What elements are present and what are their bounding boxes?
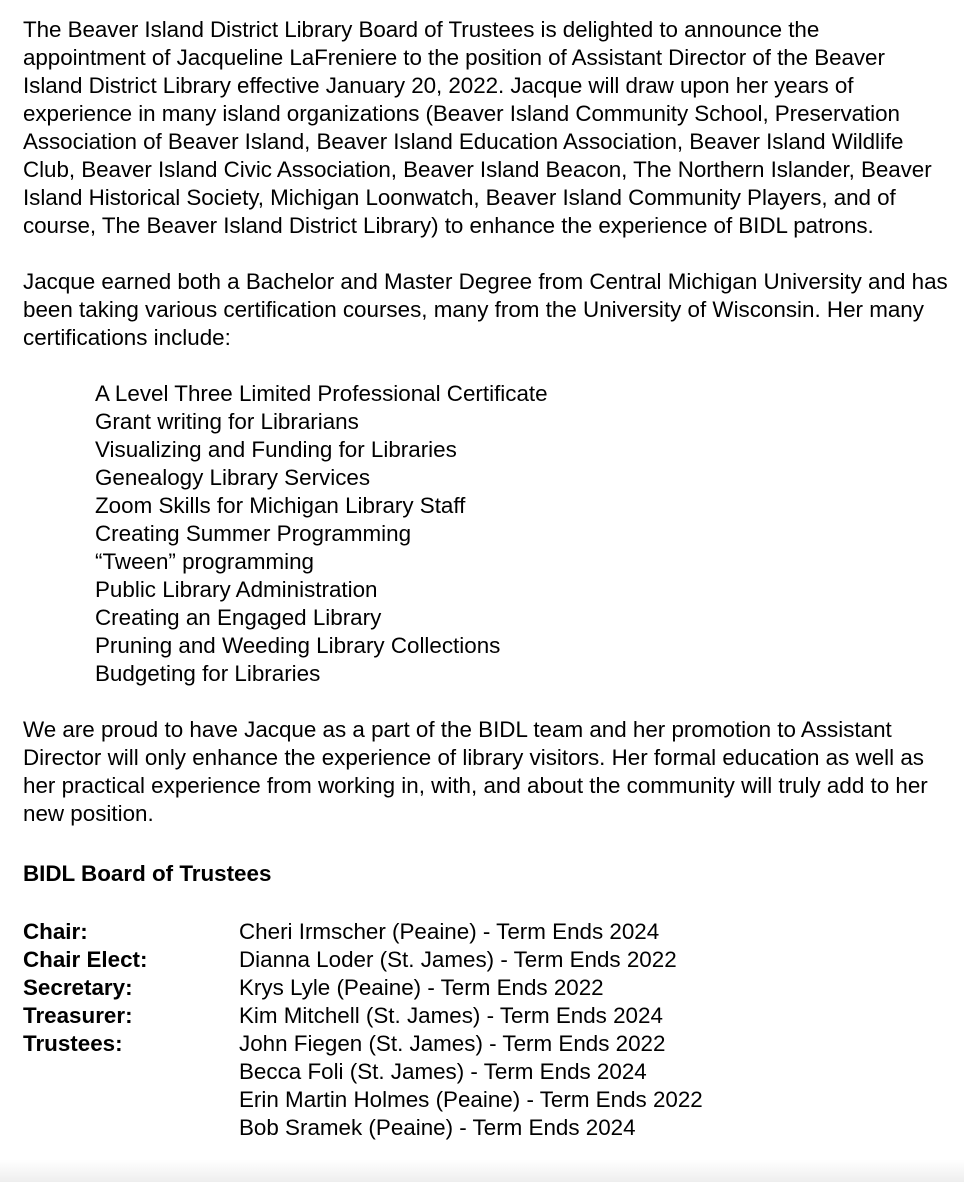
certification-item: Public Library Administration xyxy=(95,577,378,602)
certification-item: A Level Three Limited Professional Certificate xyxy=(95,381,548,406)
certification-item: Budgeting for Libraries xyxy=(95,661,321,686)
certification-item: Visualizing and Funding for Libraries xyxy=(95,437,457,462)
roster-role xyxy=(23,1114,239,1142)
roster-member: Bob Sramek (Peaine) - Term Ends 2024 xyxy=(239,1115,636,1140)
roster-role xyxy=(23,1086,239,1114)
roster-member: Cheri Irmscher (Peaine) - Term Ends 2024 xyxy=(239,919,660,944)
roster-row xyxy=(23,1058,948,1086)
roster-row xyxy=(23,1086,948,1114)
paragraph-spacer xyxy=(23,828,948,856)
roster-member: Becca Foli (St. James) - Term Ends 2024 xyxy=(239,1059,647,1084)
paragraph-spacer xyxy=(23,888,948,916)
roster-role: Chair: xyxy=(23,919,88,944)
certification-item: “Tween” programming xyxy=(95,549,315,574)
roster-member: Kim Mitchell (St. James) - Term Ends 2024 xyxy=(239,1003,663,1028)
certification-item: Grant writing for Librarians xyxy=(95,409,359,434)
closing-paragraph: We are proud to have Jacque as a part of the BIDL team and her promotion to Assistant Director will only enhance the experience of library visitors. Her formal education as well as her practical experience from working in, with, and about the community will truly add to her new position. xyxy=(23,717,928,826)
board-roster xyxy=(23,918,948,1142)
roster-member: John Fiegen (St. James) - Term Ends 2022 xyxy=(239,1031,666,1056)
paragraph-spacer xyxy=(23,688,948,716)
education-paragraph: Jacque earned both a Bachelor and Master Degree from Central Michigan University and has been taking various certification courses, many from the University of Wisconsin. Her many certifications include: xyxy=(23,269,948,350)
certification-item: Genealogy Library Services xyxy=(95,465,371,490)
roster-member: Krys Lyle (Peaine) - Term Ends 2022 xyxy=(239,975,604,1000)
roster-row xyxy=(23,1030,948,1058)
bottom-shadow xyxy=(0,1160,964,1182)
roster-row xyxy=(23,918,948,946)
roster-row xyxy=(23,1114,948,1142)
roster-member: Erin Martin Holmes (Peaine) - Term Ends 2022 xyxy=(239,1087,703,1112)
announcement-document xyxy=(23,16,948,1142)
roster-role xyxy=(23,1058,239,1086)
roster-role: Trustees: xyxy=(23,1031,123,1056)
roster-row xyxy=(23,1002,948,1030)
roster-row xyxy=(23,974,948,1002)
certification-item: Creating Summer Programming xyxy=(95,521,412,546)
certifications-list xyxy=(23,380,948,688)
roster-role: Secretary: xyxy=(23,975,133,1000)
paragraph-spacer xyxy=(23,352,948,380)
board-title: BIDL Board of Trustees xyxy=(23,861,272,886)
roster-role: Treasurer: xyxy=(23,1003,133,1028)
certification-item: Zoom Skills for Michigan Library Staff xyxy=(95,493,466,518)
roster-role: Chair Elect: xyxy=(23,947,148,972)
certification-item: Pruning and Weeding Library Collections xyxy=(95,633,501,658)
paragraph-spacer xyxy=(23,240,948,268)
roster-member: Dianna Loder (St. James) - Term Ends 2022 xyxy=(239,947,677,972)
roster-row xyxy=(23,946,948,974)
certification-item: Creating an Engaged Library xyxy=(95,605,382,630)
intro-paragraph: The Beaver Island District Library Board of Trustees is delighted to announce the appointment of Jacqueline LaFreniere to the position of Assistant Director of the Beaver Island District Library effective January 20, 2022. Jacque will draw upon her years of experience in many island organizations (Beaver Island Community School, Preservation Association of Beaver Island, Beaver Island Education Association, Beaver Island Wildlife Club, Beaver Island Civic Association, Beaver Island Beacon, The Northern Islander, Beaver Island Historical Society, Michigan Loonwatch, Beaver Island Community Players, and of course, The Beaver Island District Library) to enhance the experience of BIDL patrons. xyxy=(23,17,932,238)
